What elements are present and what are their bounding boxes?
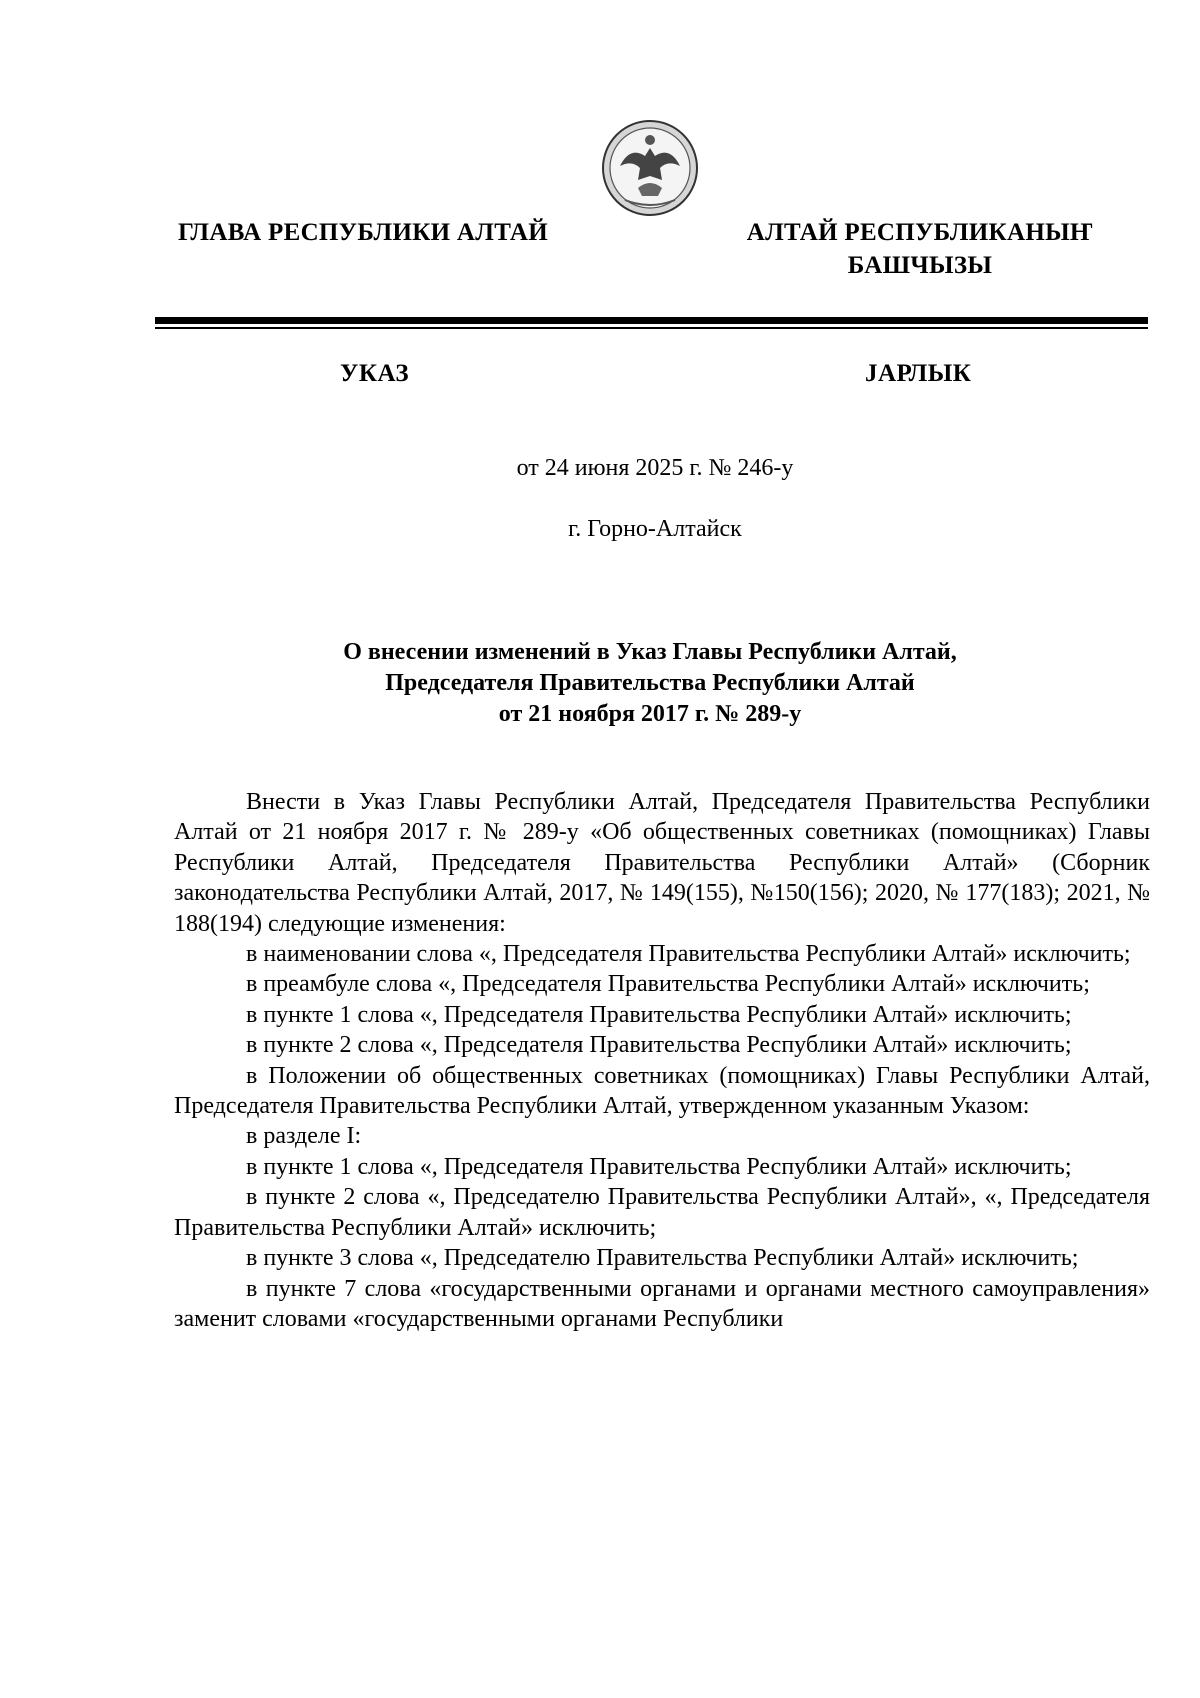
issuer-title-russian: ГЛАВА РЕСПУБЛИКИ АЛТАЙ [178, 219, 549, 246]
header-divider-thin [155, 327, 1148, 329]
body-paragraph: в разделе I: [246, 1123, 362, 1150]
issuer-title-altai-line1: АЛТАЙ РЕСПУБЛИКАНЫҤ [746, 219, 1094, 246]
body-paragraph: в пункте 7 слова «государственными органами и органами местного самоуправления» заменит словами «государственными органами Республики [174, 1275, 1150, 1332]
body-paragraph: в пункте 2 слова «, Председателя Правительства Республики Алтай» исключить; [246, 1032, 1072, 1059]
body-paragraph: в пункте 3 слова «, Председателю Правительства Республики Алтай» исключить; [246, 1245, 1079, 1272]
body-paragraph: в пункте 2 слова «, Председателю Правительства Республики Алтай», «, Председателя Правительства Республики Алтай» исключить; [174, 1184, 1150, 1241]
body-paragraph: в пункте 1 слова «, Председателя Правительства Республики Алтай» исключить; [246, 1153, 1072, 1180]
title-line: О внесении изменений в Указ Главы Республики Алтай, [343, 639, 957, 665]
body-paragraph: в Положении об общественных советниках (помощниках) Главы Республики Алтай, Председателя Правительства Республики Алтай, утвержденном указанным Указом: [174, 1062, 1150, 1120]
document-body [174, 787, 1150, 1334]
coat-of-arms-icon [600, 118, 700, 218]
city: г. Горно-Алтайск [568, 516, 742, 542]
date-and-number: от 24 июня 2025 г. № 246-у [516, 455, 794, 481]
issuer-title-altai-line2: БАШЧЫЗЫ [847, 252, 993, 279]
body-paragraph: Внести в Указ Главы Республики Алтай, Председателя Правительства Республики Алтай от 21 ноября 2017 г. № 289-у «Об общественных советниках (помощниках) Главы Республики Алтай, Председателя Правительства Республики Алтай» (Сборник законодательства Республики Алтай, 2017, № 149(155), №150(156); 2020, № 177(183); 2021, № 188(194) следующие изменения: [174, 789, 1150, 937]
issuer-title-altai [730, 216, 1110, 282]
body-paragraph: в наименовании слова «, Председателя Правительства Республики Алтай» исключить; [246, 941, 1131, 968]
header-divider-thick [155, 317, 1148, 324]
document-title [230, 637, 1070, 730]
body-paragraph: в преамбуле слова «, Председателя Правительства Республики Алтай» исключить; [246, 971, 1090, 998]
title-line: от 21 ноября 2017 г. № 289-у [498, 701, 802, 727]
body-paragraph: в пункте 1 слова «, Председателя Правительства Республики Алтай» исключить; [246, 1001, 1072, 1028]
doc-type-altai: ЈАРЛЫК [865, 360, 972, 387]
title-line: Председателя Правительства Республики Алтай [385, 670, 915, 696]
doc-type-russian: УКАЗ [340, 360, 410, 387]
